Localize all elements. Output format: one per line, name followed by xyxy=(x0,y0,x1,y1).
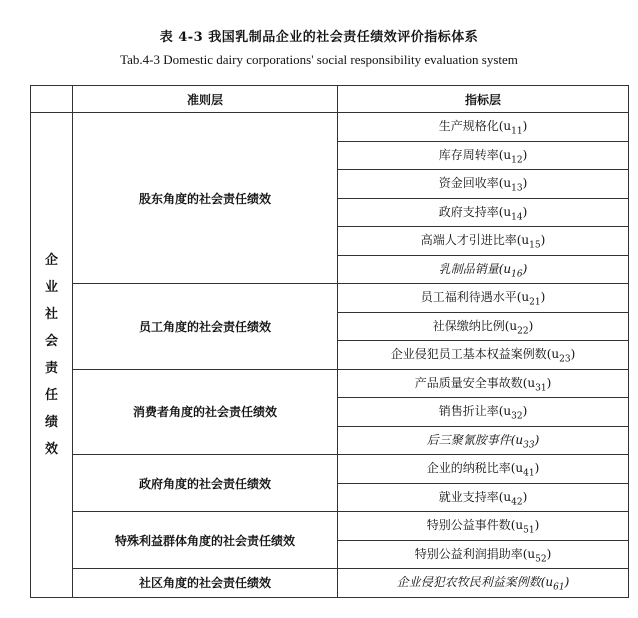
indicator-cell: 政府支持率$(u_{14})$ xyxy=(338,198,629,227)
table-header-row xyxy=(31,86,629,113)
criterion-cell: 消费者角度的社会责任绩效 xyxy=(73,369,338,455)
table-caption-en: Tab.4-3 Domestic dairy corporations' social responsibility evaluation system xyxy=(120,52,518,67)
table-row xyxy=(31,113,629,142)
indicator-cell: 特别公益事件数$(u_{51})$ xyxy=(338,512,629,541)
criterion-cell: 特殊利益群体角度的社会责任绩效 xyxy=(73,512,338,569)
indicator-cell: 乳制品销量$(u_{16})$ xyxy=(338,255,629,284)
table-row xyxy=(31,569,629,598)
header-indicator: 指标层 xyxy=(338,86,629,113)
indicator-cell: 销售折让率$(u_{32})$ xyxy=(338,398,629,427)
criterion-cell: 政府角度的社会责任绩效 xyxy=(73,455,338,512)
table-row xyxy=(31,455,629,484)
indicator-cell: 员工福利待遇水平$(u_{21})$ xyxy=(338,284,629,313)
table-row xyxy=(31,512,629,541)
indicator-cell: 企业的纳税比率$(u_{41})$ xyxy=(338,455,629,484)
criterion-cell: 员工角度的社会责任绩效 xyxy=(73,284,338,370)
indicator-cell: 企业侵犯员工基本权益案例数$(u_{23})$ xyxy=(338,341,629,370)
indicator-cell: 就业支持率$(u_{42})$ xyxy=(338,483,629,512)
header-stub xyxy=(31,86,73,113)
criterion-cell: 股东角度的社会责任绩效 xyxy=(73,113,338,284)
indicator-cell: 资金回收率$(u_{13})$ xyxy=(338,170,629,199)
indicator-cell: 企业侵犯农牧民利益案例数$(u_{61})$ xyxy=(338,569,629,598)
criterion-cell: 社区角度的社会责任绩效 xyxy=(73,569,338,598)
indicator-cell: 产品质量安全事故数$(u_{31})$ xyxy=(338,369,629,398)
table-row xyxy=(31,369,629,398)
indicator-cell: 高端人才引进比率$(u_{15})$ xyxy=(338,227,629,256)
indicator-cell: 特别公益利润捐助率$(u_{52})$ xyxy=(338,540,629,569)
evaluation-index-table xyxy=(30,85,629,598)
table-caption-cn: 表 4-3 我国乳制品企业的社会责任绩效评价指标体系 xyxy=(159,30,479,45)
header-criteria: 准则层 xyxy=(73,86,338,113)
row-stub-label: 企 业 社 会 责 任 绩 效 xyxy=(31,113,73,598)
table-body xyxy=(31,113,629,598)
indicator-cell: 社保缴纳比例$(u_{22})$ xyxy=(338,312,629,341)
table-row xyxy=(31,284,629,313)
indicator-cell: 生产规格化$(u_{11})$ xyxy=(338,113,629,142)
indicator-cell: 库存周转率$(u_{12})$ xyxy=(338,141,629,170)
indicator-cell: 后三聚氰胺事件$(u_{33})$ xyxy=(338,426,629,455)
